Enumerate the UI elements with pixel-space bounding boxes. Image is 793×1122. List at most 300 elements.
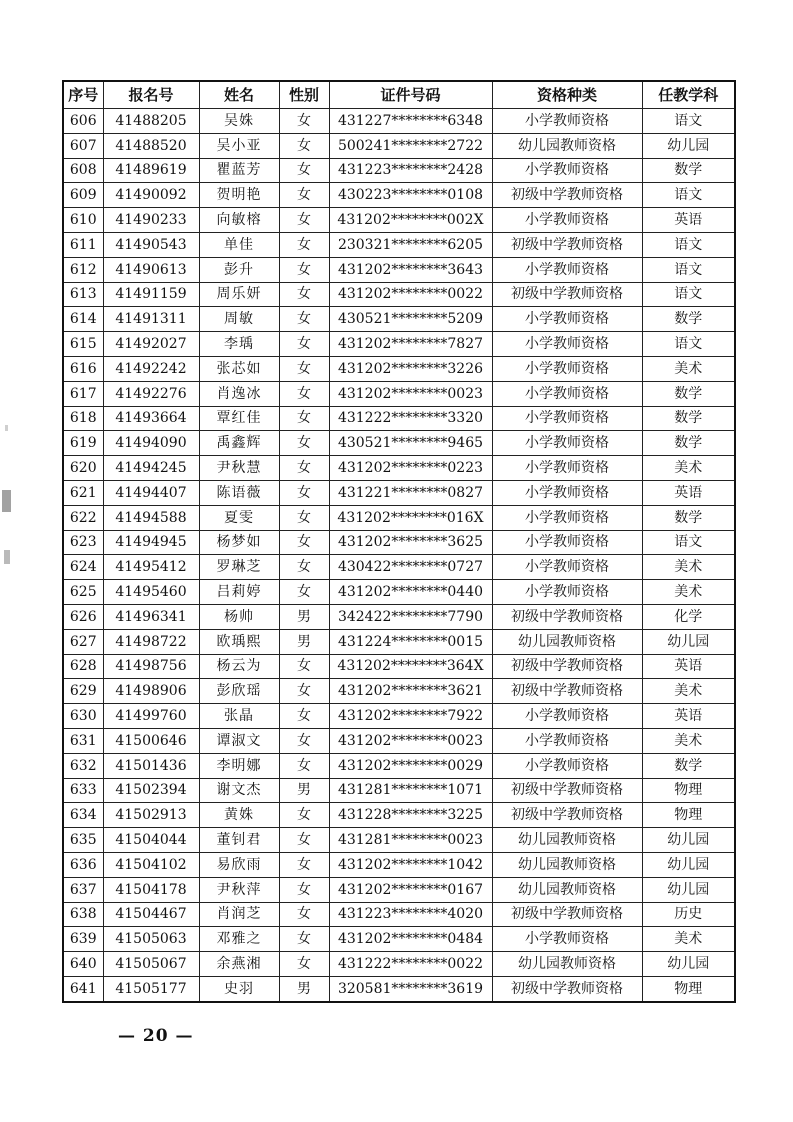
cell-gender: 女 — [279, 381, 329, 406]
cell-subject: 美术 — [642, 555, 735, 580]
cell-qualification: 小学教师资格 — [492, 530, 642, 555]
cell-subject: 语文 — [642, 232, 735, 257]
cell-subject: 幼儿园 — [642, 133, 735, 158]
cell-id-number: 431202********364X — [329, 654, 492, 679]
cell-index: 610 — [63, 208, 103, 233]
cell-gender: 女 — [279, 480, 329, 505]
cell-index: 628 — [63, 654, 103, 679]
cell-id-number: 431224********0015 — [329, 629, 492, 654]
candidate-table — [62, 80, 736, 1003]
cell-index: 611 — [63, 232, 103, 257]
cell-subject: 英语 — [642, 704, 735, 729]
cell-gender: 女 — [279, 877, 329, 902]
cell-gender: 女 — [279, 307, 329, 332]
cell-index: 641 — [63, 976, 103, 1001]
table-row — [63, 555, 735, 580]
cell-qualification: 初级中学教师资格 — [492, 778, 642, 803]
cell-qualification: 小学教师资格 — [492, 332, 642, 357]
cell-qualification: 小学教师资格 — [492, 580, 642, 605]
cell-gender: 女 — [279, 902, 329, 927]
cell-subject: 物理 — [642, 976, 735, 1001]
cell-index: 609 — [63, 183, 103, 208]
cell-registration-no: 41494245 — [103, 456, 199, 481]
header-name: 姓名 — [199, 81, 279, 109]
header-qualification: 资格种类 — [492, 81, 642, 109]
table-row — [63, 356, 735, 381]
cell-id-number: 431281********0023 — [329, 828, 492, 853]
cell-qualification: 幼儿园教师资格 — [492, 952, 642, 977]
cell-name: 禹鑫辉 — [199, 431, 279, 456]
cell-registration-no: 41490613 — [103, 257, 199, 282]
cell-name: 彭欣瑶 — [199, 679, 279, 704]
cell-gender: 女 — [279, 406, 329, 431]
cell-id-number: 431222********0022 — [329, 952, 492, 977]
cell-gender: 女 — [279, 158, 329, 183]
cell-name: 周敏 — [199, 307, 279, 332]
cell-gender: 男 — [279, 976, 329, 1001]
cell-subject: 数学 — [642, 431, 735, 456]
cell-index: 619 — [63, 431, 103, 456]
cell-qualification: 初级中学教师资格 — [492, 183, 642, 208]
table-row — [63, 307, 735, 332]
cell-qualification: 小学教师资格 — [492, 158, 642, 183]
table-row — [63, 133, 735, 158]
cell-qualification: 小学教师资格 — [492, 927, 642, 952]
table-row — [63, 902, 735, 927]
cell-registration-no: 41502913 — [103, 803, 199, 828]
cell-subject: 化学 — [642, 604, 735, 629]
cell-subject: 美术 — [642, 728, 735, 753]
cell-name: 覃红佳 — [199, 406, 279, 431]
cell-registration-no: 41492027 — [103, 332, 199, 357]
header-index: 序号 — [63, 81, 103, 109]
cell-registration-no: 41488205 — [103, 109, 199, 134]
cell-name: 谭淑文 — [199, 728, 279, 753]
cell-qualification: 小学教师资格 — [492, 109, 642, 134]
cell-gender: 女 — [279, 803, 329, 828]
cell-subject: 数学 — [642, 406, 735, 431]
table-row — [63, 183, 735, 208]
cell-name: 陈语薇 — [199, 480, 279, 505]
table-row — [63, 877, 735, 902]
cell-index: 621 — [63, 480, 103, 505]
cell-id-number: 431202********7827 — [329, 332, 492, 357]
scan-artifact — [0, 420, 14, 580]
cell-name: 肖润芝 — [199, 902, 279, 927]
table-row — [63, 505, 735, 530]
cell-name: 邓雅之 — [199, 927, 279, 952]
cell-qualification: 小学教师资格 — [492, 208, 642, 233]
cell-gender: 女 — [279, 133, 329, 158]
cell-name: 彭升 — [199, 257, 279, 282]
cell-name: 杨云为 — [199, 654, 279, 679]
cell-qualification: 幼儿园教师资格 — [492, 828, 642, 853]
table-row — [63, 406, 735, 431]
cell-gender: 女 — [279, 580, 329, 605]
cell-name: 向敏榕 — [199, 208, 279, 233]
cell-qualification: 小学教师资格 — [492, 753, 642, 778]
cell-qualification: 小学教师资格 — [492, 704, 642, 729]
cell-gender: 女 — [279, 332, 329, 357]
cell-id-number: 431202********0023 — [329, 728, 492, 753]
table-row — [63, 580, 735, 605]
cell-index: 626 — [63, 604, 103, 629]
cell-index: 627 — [63, 629, 103, 654]
cell-registration-no: 41504178 — [103, 877, 199, 902]
table-row — [63, 381, 735, 406]
cell-name: 吴姝 — [199, 109, 279, 134]
cell-qualification: 小学教师资格 — [492, 406, 642, 431]
cell-gender: 女 — [279, 208, 329, 233]
cell-name: 瞿蓝芳 — [199, 158, 279, 183]
cell-name: 杨梦如 — [199, 530, 279, 555]
cell-name: 贺明艳 — [199, 183, 279, 208]
cell-id-number: 431202********0484 — [329, 927, 492, 952]
table-row — [63, 952, 735, 977]
cell-index: 614 — [63, 307, 103, 332]
table-row — [63, 927, 735, 952]
cell-index: 637 — [63, 877, 103, 902]
cell-id-number: 431281********1071 — [329, 778, 492, 803]
cell-id-number: 431202********3643 — [329, 257, 492, 282]
cell-name: 杨帅 — [199, 604, 279, 629]
cell-name: 吴小亚 — [199, 133, 279, 158]
cell-index: 624 — [63, 555, 103, 580]
cell-id-number: 431202********0440 — [329, 580, 492, 605]
cell-qualification: 小学教师资格 — [492, 480, 642, 505]
cell-registration-no: 41494407 — [103, 480, 199, 505]
cell-subject: 语文 — [642, 332, 735, 357]
cell-qualification: 初级中学教师资格 — [492, 902, 642, 927]
cell-registration-no: 41498906 — [103, 679, 199, 704]
cell-registration-no: 41491311 — [103, 307, 199, 332]
cell-qualification: 初级中学教师资格 — [492, 604, 642, 629]
table-row — [63, 530, 735, 555]
cell-id-number: 431223********2428 — [329, 158, 492, 183]
cell-gender: 女 — [279, 852, 329, 877]
cell-subject: 数学 — [642, 307, 735, 332]
cell-name: 尹秋萍 — [199, 877, 279, 902]
table-row — [63, 728, 735, 753]
cell-registration-no: 41495412 — [103, 555, 199, 580]
cell-registration-no: 41498722 — [103, 629, 199, 654]
cell-index: 612 — [63, 257, 103, 282]
cell-gender: 女 — [279, 431, 329, 456]
cell-gender: 女 — [279, 753, 329, 778]
cell-subject: 英语 — [642, 654, 735, 679]
cell-id-number: 431202********0022 — [329, 282, 492, 307]
table-row — [63, 332, 735, 357]
cell-registration-no: 41502394 — [103, 778, 199, 803]
cell-id-number: 430521********9465 — [329, 431, 492, 456]
cell-index: 625 — [63, 580, 103, 605]
table-row — [63, 158, 735, 183]
cell-index: 613 — [63, 282, 103, 307]
cell-subject: 物理 — [642, 778, 735, 803]
cell-subject: 幼儿园 — [642, 629, 735, 654]
cell-id-number: 431202********3226 — [329, 356, 492, 381]
cell-id-number: 431227********6348 — [329, 109, 492, 134]
cell-index: 608 — [63, 158, 103, 183]
cell-registration-no: 41501436 — [103, 753, 199, 778]
cell-subject: 历史 — [642, 902, 735, 927]
cell-subject: 美术 — [642, 927, 735, 952]
cell-index: 640 — [63, 952, 103, 977]
cell-qualification: 小学教师资格 — [492, 381, 642, 406]
table-row — [63, 629, 735, 654]
cell-qualification: 初级中学教师资格 — [492, 803, 642, 828]
cell-subject: 幼儿园 — [642, 852, 735, 877]
cell-index: 615 — [63, 332, 103, 357]
header-subject: 任教学科 — [642, 81, 735, 109]
cell-id-number: 431202********0223 — [329, 456, 492, 481]
cell-id-number: 431223********4020 — [329, 902, 492, 927]
cell-registration-no: 41491159 — [103, 282, 199, 307]
cell-index: 607 — [63, 133, 103, 158]
cell-index: 638 — [63, 902, 103, 927]
cell-name: 董钊君 — [199, 828, 279, 853]
cell-id-number: 430223********0108 — [329, 183, 492, 208]
cell-subject: 数学 — [642, 381, 735, 406]
cell-name: 张芯如 — [199, 356, 279, 381]
cell-qualification: 幼儿园教师资格 — [492, 629, 642, 654]
cell-qualification: 小学教师资格 — [492, 257, 642, 282]
cell-index: 630 — [63, 704, 103, 729]
cell-gender: 女 — [279, 704, 329, 729]
cell-subject: 数学 — [642, 753, 735, 778]
cell-qualification: 初级中学教师资格 — [492, 654, 642, 679]
cell-index: 618 — [63, 406, 103, 431]
cell-registration-no: 41495460 — [103, 580, 199, 605]
cell-subject: 数学 — [642, 158, 735, 183]
table-body — [63, 109, 735, 1002]
cell-id-number: 342422********7790 — [329, 604, 492, 629]
header-gender: 性别 — [279, 81, 329, 109]
cell-registration-no: 41494090 — [103, 431, 199, 456]
cell-subject: 英语 — [642, 208, 735, 233]
cell-id-number: 320581********3619 — [329, 976, 492, 1001]
table-row — [63, 456, 735, 481]
cell-qualification: 小学教师资格 — [492, 356, 642, 381]
table-row — [63, 778, 735, 803]
cell-name: 肖逸冰 — [199, 381, 279, 406]
cell-id-number: 500241********2722 — [329, 133, 492, 158]
cell-index: 635 — [63, 828, 103, 853]
cell-gender: 女 — [279, 728, 329, 753]
cell-registration-no: 41492276 — [103, 381, 199, 406]
cell-subject: 语文 — [642, 109, 735, 134]
cell-registration-no: 41505063 — [103, 927, 199, 952]
cell-gender: 女 — [279, 530, 329, 555]
cell-id-number: 431202********002X — [329, 208, 492, 233]
cell-id-number: 431202********0029 — [329, 753, 492, 778]
cell-gender: 女 — [279, 828, 329, 853]
cell-id-number: 431228********3225 — [329, 803, 492, 828]
cell-gender: 女 — [279, 505, 329, 530]
cell-qualification: 初级中学教师资格 — [492, 232, 642, 257]
cell-name: 李明娜 — [199, 753, 279, 778]
cell-index: 636 — [63, 852, 103, 877]
cell-registration-no: 41496341 — [103, 604, 199, 629]
cell-gender: 女 — [279, 282, 329, 307]
cell-qualification: 初级中学教师资格 — [492, 976, 642, 1001]
cell-gender: 女 — [279, 555, 329, 580]
cell-qualification: 小学教师资格 — [492, 505, 642, 530]
cell-subject: 物理 — [642, 803, 735, 828]
cell-registration-no: 41490543 — [103, 232, 199, 257]
cell-registration-no: 41494588 — [103, 505, 199, 530]
cell-gender: 男 — [279, 629, 329, 654]
table-row — [63, 431, 735, 456]
cell-qualification: 幼儿园教师资格 — [492, 877, 642, 902]
cell-registration-no: 41505067 — [103, 952, 199, 977]
cell-id-number: 431202********0023 — [329, 381, 492, 406]
cell-subject: 数学 — [642, 505, 735, 530]
table-row — [63, 753, 735, 778]
table-row — [63, 257, 735, 282]
cell-registration-no: 41490092 — [103, 183, 199, 208]
cell-gender: 女 — [279, 232, 329, 257]
cell-index: 623 — [63, 530, 103, 555]
cell-name: 罗琳芝 — [199, 555, 279, 580]
cell-qualification: 幼儿园教师资格 — [492, 133, 642, 158]
header-registration-no: 报名号 — [103, 81, 199, 109]
table-row — [63, 604, 735, 629]
cell-qualification: 初级中学教师资格 — [492, 679, 642, 704]
cell-id-number: 431202********7922 — [329, 704, 492, 729]
cell-registration-no: 41488520 — [103, 133, 199, 158]
cell-name: 夏雯 — [199, 505, 279, 530]
table-row — [63, 803, 735, 828]
cell-registration-no: 41490233 — [103, 208, 199, 233]
cell-registration-no: 41504044 — [103, 828, 199, 853]
cell-gender: 男 — [279, 604, 329, 629]
cell-gender: 女 — [279, 679, 329, 704]
cell-id-number: 431221********0827 — [329, 480, 492, 505]
cell-index: 632 — [63, 753, 103, 778]
cell-index: 631 — [63, 728, 103, 753]
table-row — [63, 208, 735, 233]
table-row — [63, 654, 735, 679]
cell-name: 谢文杰 — [199, 778, 279, 803]
table-row — [63, 704, 735, 729]
cell-qualification: 小学教师资格 — [492, 431, 642, 456]
cell-name: 余燕湘 — [199, 952, 279, 977]
cell-gender: 女 — [279, 257, 329, 282]
cell-index: 634 — [63, 803, 103, 828]
table-row — [63, 679, 735, 704]
cell-subject: 语文 — [642, 530, 735, 555]
table-row — [63, 109, 735, 134]
cell-name: 易欣雨 — [199, 852, 279, 877]
page-number: — 20 — — [118, 1026, 194, 1046]
cell-index: 629 — [63, 679, 103, 704]
cell-registration-no: 41504102 — [103, 852, 199, 877]
cell-gender: 男 — [279, 778, 329, 803]
cell-registration-no: 41492242 — [103, 356, 199, 381]
cell-id-number: 431202********0167 — [329, 877, 492, 902]
table-header-row — [63, 81, 735, 109]
cell-id-number: 430422********0727 — [329, 555, 492, 580]
table-row — [63, 232, 735, 257]
cell-id-number: 230321********6205 — [329, 232, 492, 257]
cell-subject: 美术 — [642, 679, 735, 704]
cell-registration-no: 41505177 — [103, 976, 199, 1001]
cell-subject: 语文 — [642, 257, 735, 282]
cell-qualification: 幼儿园教师资格 — [492, 852, 642, 877]
table-row — [63, 852, 735, 877]
cell-name: 黄姝 — [199, 803, 279, 828]
cell-subject: 幼儿园 — [642, 877, 735, 902]
cell-name: 欧瑀熙 — [199, 629, 279, 654]
cell-qualification: 小学教师资格 — [492, 555, 642, 580]
cell-registration-no: 41499760 — [103, 704, 199, 729]
cell-index: 633 — [63, 778, 103, 803]
cell-name: 单佳 — [199, 232, 279, 257]
cell-index: 617 — [63, 381, 103, 406]
cell-index: 616 — [63, 356, 103, 381]
cell-subject: 幼儿园 — [642, 828, 735, 853]
cell-index: 606 — [63, 109, 103, 134]
cell-qualification: 小学教师资格 — [492, 456, 642, 481]
cell-subject: 美术 — [642, 456, 735, 481]
cell-id-number: 431202********3621 — [329, 679, 492, 704]
header-id-number: 证件号码 — [329, 81, 492, 109]
cell-subject: 英语 — [642, 480, 735, 505]
cell-gender: 女 — [279, 109, 329, 134]
table-row — [63, 828, 735, 853]
cell-id-number: 431202********1042 — [329, 852, 492, 877]
cell-id-number: 430521********5209 — [329, 307, 492, 332]
cell-qualification: 初级中学教师资格 — [492, 282, 642, 307]
cell-registration-no: 41504467 — [103, 902, 199, 927]
cell-gender: 女 — [279, 356, 329, 381]
cell-qualification: 小学教师资格 — [492, 728, 642, 753]
cell-name: 张晶 — [199, 704, 279, 729]
cell-gender: 女 — [279, 456, 329, 481]
cell-name: 李瑀 — [199, 332, 279, 357]
cell-id-number: 431222********3320 — [329, 406, 492, 431]
cell-id-number: 431202********3625 — [329, 530, 492, 555]
cell-name: 史羽 — [199, 976, 279, 1001]
cell-name: 尹秋慧 — [199, 456, 279, 481]
table-row — [63, 480, 735, 505]
cell-subject: 语文 — [642, 183, 735, 208]
cell-id-number: 431202********016X — [329, 505, 492, 530]
cell-subject: 语文 — [642, 282, 735, 307]
cell-registration-no: 41500646 — [103, 728, 199, 753]
cell-index: 639 — [63, 927, 103, 952]
cell-registration-no: 41498756 — [103, 654, 199, 679]
cell-index: 620 — [63, 456, 103, 481]
table-row — [63, 282, 735, 307]
cell-subject: 美术 — [642, 580, 735, 605]
cell-qualification: 小学教师资格 — [492, 307, 642, 332]
cell-registration-no: 41489619 — [103, 158, 199, 183]
table-row — [63, 976, 735, 1001]
cell-gender: 女 — [279, 927, 329, 952]
cell-subject: 幼儿园 — [642, 952, 735, 977]
cell-registration-no: 41494945 — [103, 530, 199, 555]
cell-subject: 美术 — [642, 356, 735, 381]
cell-gender: 女 — [279, 654, 329, 679]
cell-name: 周乐妍 — [199, 282, 279, 307]
cell-gender: 女 — [279, 183, 329, 208]
cell-gender: 女 — [279, 952, 329, 977]
cell-name: 吕莉婷 — [199, 580, 279, 605]
cell-registration-no: 41493664 — [103, 406, 199, 431]
cell-index: 622 — [63, 505, 103, 530]
